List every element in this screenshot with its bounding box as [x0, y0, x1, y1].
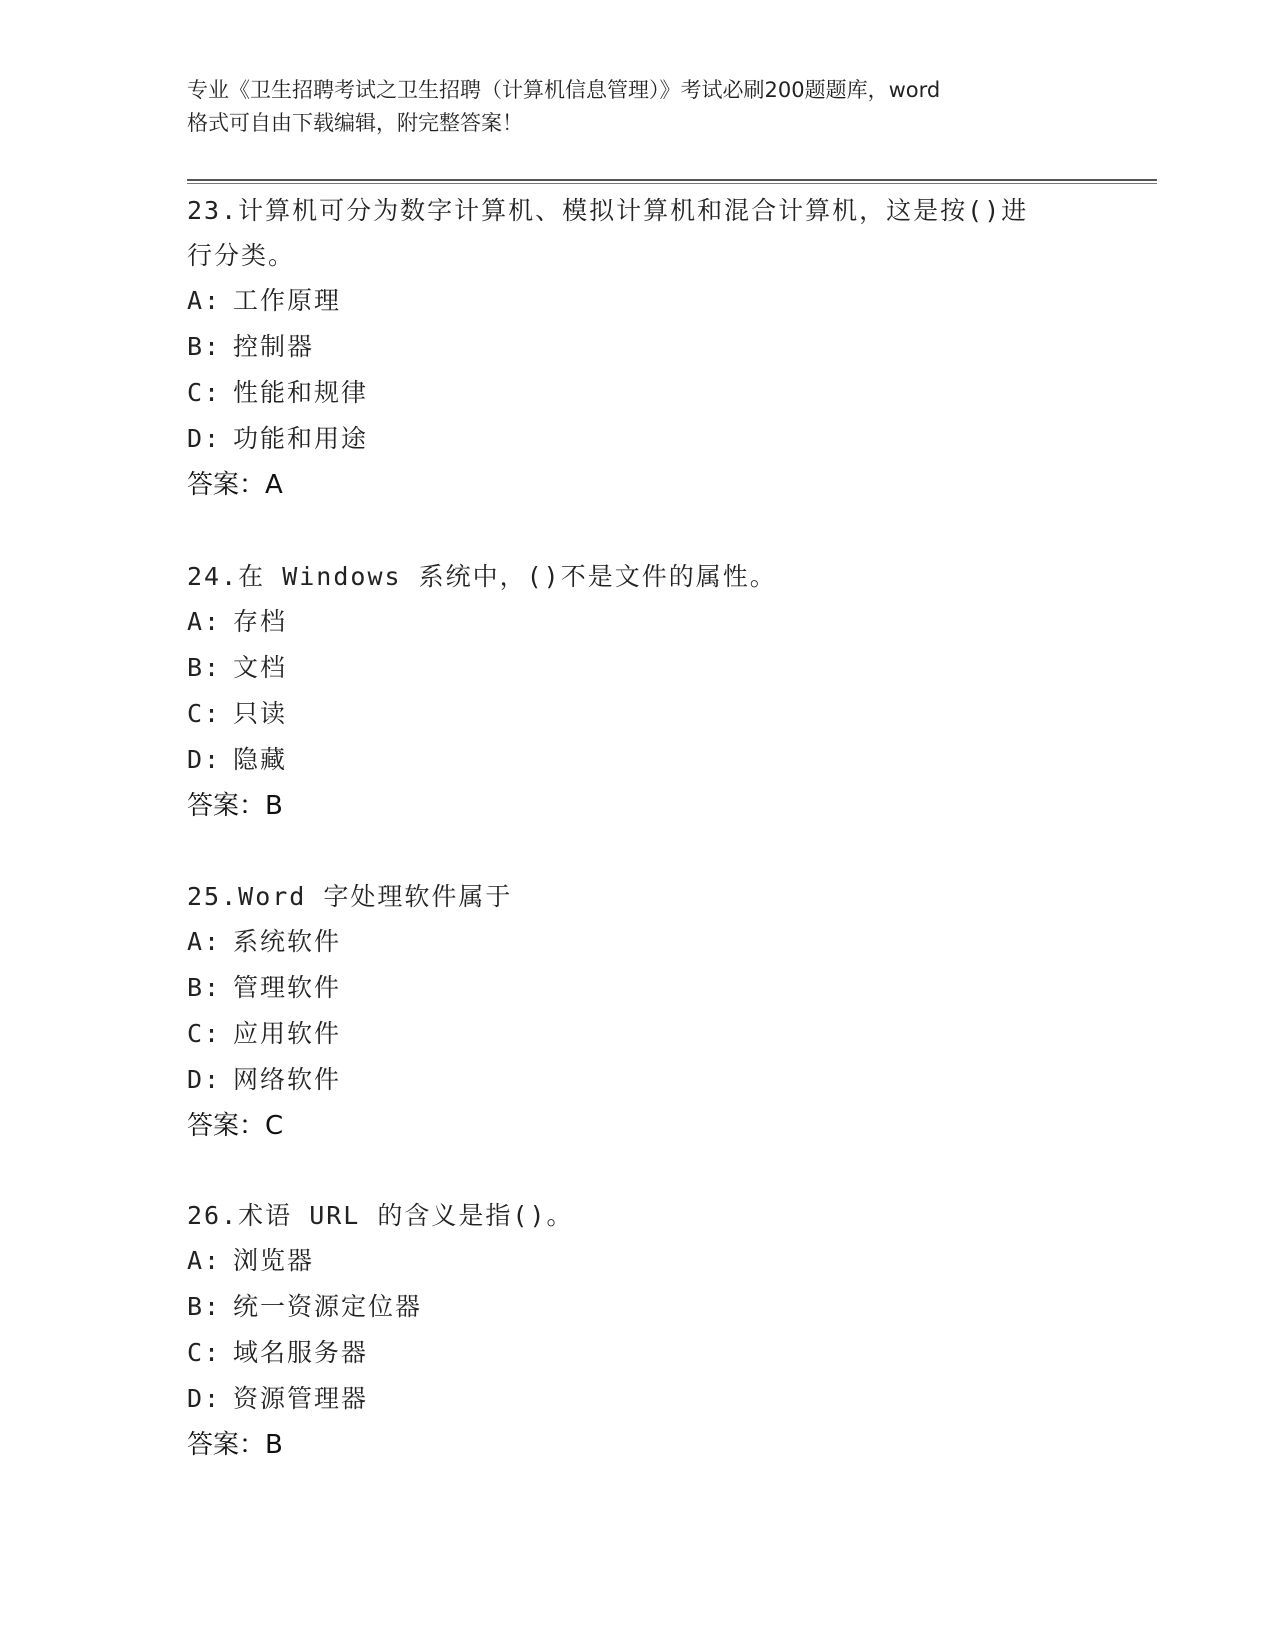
question-23 [187, 188, 1087, 508]
option-text: 性能和规律 [233, 378, 369, 407]
option-letter: B: [187, 1292, 222, 1321]
question-24 [187, 554, 1087, 829]
option-letter: D: [187, 745, 222, 774]
option-c [187, 1011, 1087, 1057]
option-d [187, 737, 1087, 783]
header-line-2: 格式可自由下载编辑，附完整答案！ [187, 111, 523, 135]
option-text: 文档 [233, 653, 288, 682]
option-letter: A: [187, 927, 222, 956]
question-text: 25.Word 字处理软件属于 [187, 882, 513, 911]
option-d [187, 1376, 1087, 1422]
option-a [187, 919, 1087, 965]
option-letter: A: [187, 1246, 222, 1275]
option-b [187, 324, 1087, 370]
option-a [187, 278, 1087, 324]
header-divider-thick [187, 179, 1157, 181]
option-letter: A: [187, 286, 222, 315]
option-a [187, 1238, 1087, 1284]
option-letter: A: [187, 607, 222, 636]
option-letter: D: [187, 1384, 222, 1413]
answer-line: 答案：A [187, 470, 283, 500]
option-text: 网络软件 [233, 1065, 342, 1094]
answer-line: 答案：B [187, 1430, 283, 1460]
option-letter: C: [187, 699, 222, 728]
option-text: 只读 [233, 699, 288, 728]
document-header [187, 74, 1092, 140]
answer-line: 答案：C [187, 1111, 284, 1141]
header-line-1: 专业《卫生招聘考试之卫生招聘（计算机信息管理）》考试必刷200题题库，word [187, 78, 941, 102]
question-25 [187, 874, 1087, 1149]
option-letter: B: [187, 973, 222, 1002]
question-text: 24.在 Windows 系统中，()不是文件的属性。 [187, 562, 777, 591]
option-letter: D: [187, 424, 222, 453]
option-letter: B: [187, 332, 222, 361]
option-letter: C: [187, 1019, 222, 1048]
question-text-continued: 行分类。 [187, 241, 296, 270]
option-text: 隐藏 [233, 745, 288, 774]
option-b [187, 645, 1087, 691]
option-text: 管理软件 [233, 973, 342, 1002]
option-text: 域名服务器 [233, 1338, 369, 1367]
option-text: 功能和用途 [233, 424, 369, 453]
option-c [187, 1330, 1087, 1376]
option-letter: C: [187, 378, 222, 407]
option-a [187, 599, 1087, 645]
option-text: 工作原理 [233, 286, 342, 315]
option-letter: C: [187, 1338, 222, 1367]
option-d [187, 416, 1087, 462]
option-text: 应用软件 [233, 1019, 342, 1048]
option-text: 系统软件 [233, 927, 342, 956]
option-text: 浏览器 [233, 1246, 315, 1275]
option-text: 控制器 [233, 332, 315, 361]
question-text: 26.术语 URL 的含义是指()。 [187, 1201, 574, 1230]
option-b [187, 965, 1087, 1011]
option-b [187, 1284, 1087, 1330]
header-divider-thin [187, 183, 1157, 184]
question-text: 23.计算机可分为数字计算机、模拟计算机和混合计算机，这是按()进 [187, 196, 1029, 225]
option-letter: B: [187, 653, 222, 682]
option-c [187, 691, 1087, 737]
option-letter: D: [187, 1065, 222, 1094]
option-text: 资源管理器 [233, 1384, 369, 1413]
question-26 [187, 1193, 1087, 1468]
answer-line: 答案：B [187, 791, 283, 821]
option-text: 存档 [233, 607, 288, 636]
option-text: 统一资源定位器 [233, 1292, 423, 1321]
option-d [187, 1057, 1087, 1103]
option-c [187, 370, 1087, 416]
